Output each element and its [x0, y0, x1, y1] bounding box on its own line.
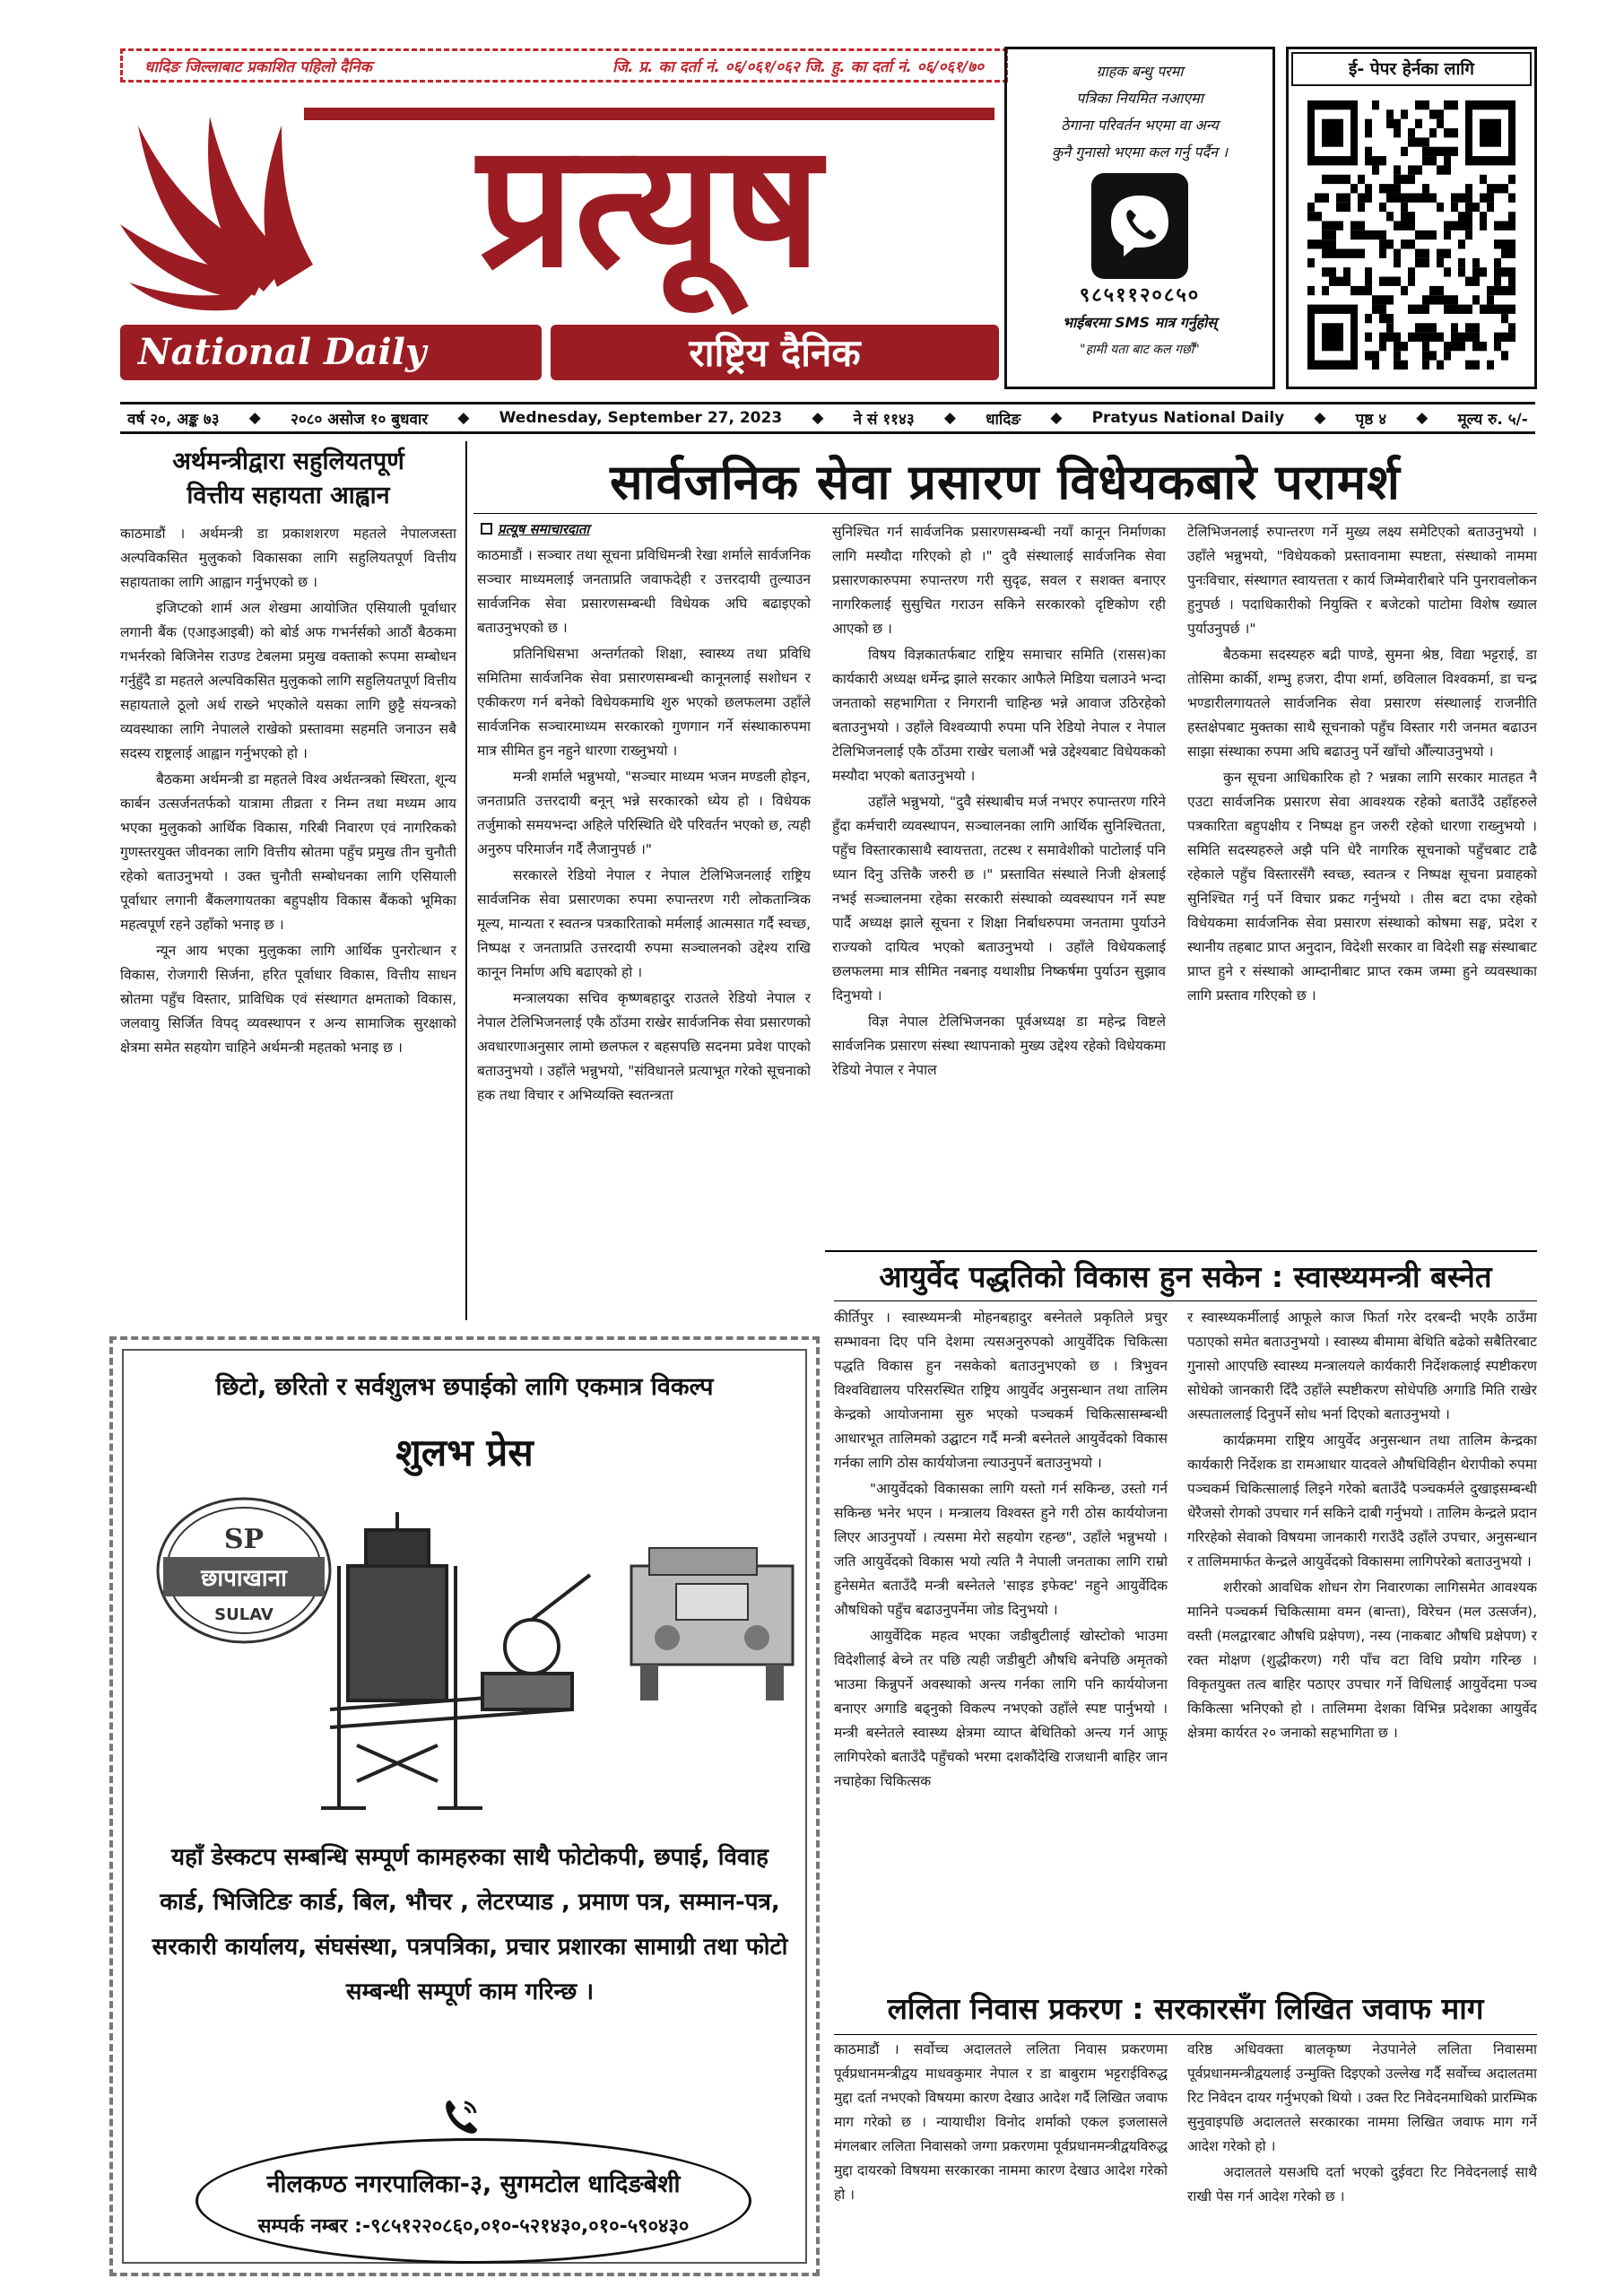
paragraph: र स्वास्थ्यकर्मीलाई आफूले काज फिर्ता गरेर दरबन्दी भएकै ठाउँमा पठाएको समेत बताउनुभयो । स्वास्थ्य बीमामा बेथिति बढेको सबैतिरबाट गुनासो आएपछि स्वास्थ्य मन्त्रालयले कार्यकारी निर्देशकलाई स्पष्टीकरण सोधेको जानकारी दिँदै उहाँले स्पष्टीकरण सोधेपछि अगाडि मिति राखेर अस्पताललाई दिनुपर्ने सोध भर्ना दिएको बताउनुभयो ।: [1187, 1309, 1537, 1422]
ad-contact: सम्पर्क नम्बर :-९८५१२२०८६०,०१०-५२१४३०,०१०-५९०४३०: [257, 2215, 690, 2238]
byline: [481, 520, 589, 538]
telephone-icon: [441, 2097, 481, 2136]
registration-number: जि. प्र. का दर्ता नं. ०६/०६१/०६२ जि. हु. का दर्ता नं. ०६/०६१/७०: [612, 57, 984, 76]
headline-rule: [834, 1300, 1537, 1301]
newspaper-logo: [120, 90, 1001, 386]
paragraph: "आयुर्वेदको विकासका लागि यस्तो गर्न सकिन्छ, उस्तो गर्न सकिन्छ भनेर भएन । मन्त्रालय विश्वस्त हुने गरी ठोस कार्ययोजना लिएर आउनुपर्यो । त्यसमा मेरो सहयोग रहन्छ", उहाँले भन्नुभयो । जति आयुर्वेदको विकास भयो त्यति नै नेपाली जनताका लागि राम्रो हुनेसमेत बताउँदै मन्त्री बस्नेतले 'साइड इफेक्ट' नहुने आयुर्वेदिक औषधिको पहुँच बढाउनुपर्नेमा जोड दिनुभयो ।: [834, 1481, 1168, 1618]
headline-line: वित्तीय सहायता आह्वान: [187, 482, 390, 509]
paragraph: मन्त्रालयका सचिव कृष्णबहादुर राउतले रेडियो नेपाल र नेपाल टेलिभिजनलाई एकै ठाँउमा राखेर सार्वजनिक सेवा प्रसारणको अवधारणाअनुसार लामो छलफल र बहसपछि सदनमा प्रवेश पाएको बताउनुभयो । उहाँले भन्नुभयो, "संविधानले प्रत्याभूत गरेको सूचनाको हक तथा विचार र अभिव्यक्ति स्वतन्त्रता: [477, 990, 811, 1103]
paragraph: वरिष्ठ अधिवक्ता बालकृष्ण नेउपानेले ललिता निवासमा पूर्वप्रधानमन्त्रीद्वयलाई उन्मुक्ति दिइएको उल्लेख गर्दै सर्वोच्च अदालतमा रिट निवेदन दायर गर्नुभएको थियो । उक्त रिट निवेदनमाथिको प्रारम्भिक सुनुवाइपछि अदालतले सरकारका नाममा लिखित जवाफ माग गर्ने आदेश गरेको हो ।: [1187, 2041, 1537, 2154]
byline-text: प्रत्यूष समाचारदाता: [498, 521, 590, 537]
paragraph: कुन सूचना आधिकारिक हो ? भन्नका लागि सरकार मातहत नै एउटा सार्वजनिक प्रसारण सेवा आवश्यक रहेको बताउँदै उहाँहरुले पत्रकारिता बहुपक्षीय र निष्पक्ष हुन जरुरी रहेको धारणा राख्नुभयो । समिति सदस्यहरुले अझै पनि धेरै नागरिक सूचनाको पहुँचबाट टाढै रहेकाले पहुँच विस्तारसँगै स्वच्छ, स्वतन्त्र र निष्पक्ष सूचना प्रवाहको सुनिश्चित गर्नु पर्ने विचार प्रकट गर्नुभयो । तीस बटा दफा रहेको विधेयकमा सार्वजनिक सेवा प्रसारण संस्थाको कोषमा सङ्घ, प्रदेश र स्थानीय तहबाट प्राप्त अनुदान, विदेशी सरकार वा विदेशी सङ्घ संस्थाबाट प्राप्त हुने र संस्थाको आम्दानीबाट प्राप्त रकम जम्मा हुने व्यवस्थाका लागि प्रस्ताव गरिएको छ ।: [1187, 770, 1537, 1004]
notice-line: ठेगाना परिवर्तन भएमा वा अन्य: [1061, 117, 1219, 134]
info-bar: वर्ष २०, अङ्क ७३ ◆ २०८० असोज १० बुधवार ◆ Wednesday, September 27, 2023 ◆ ने सं ११४३ ◆ धादिङ ◆ Pratyus National Daily ◆ पृष्ठ ४ ◆ मूल्य रु. ५/-: [120, 402, 1535, 434]
ayurveda-headline: आयुर्वेद पद्धतिको विकास हुन सकेन : स्वास्थ्यमन्त्री बस्नेत: [879, 1259, 1492, 1294]
ad-title: शुलभ प्रेस: [395, 1431, 534, 1474]
headline-line: अर्थमन्त्रीद्वारा सहुलियतपूर्ण: [172, 448, 404, 475]
lalita-niwas-headline: ललिता निवास प्रकरण : सरकारसँग लिखित जवाफ माग: [887, 1991, 1484, 2026]
logo-initials: SP: [223, 1524, 265, 1555]
paragraph: सरकारले रेडियो नेपाल र नेपाल टेलिभिजनलाई राष्ट्रिय सार्वजनिक सेवा प्रसारणका रुपमा रुपान्तरण गरी लोकतान्त्रिक मूल्य, मान्यता र स्वतन्त्र पत्रकारिताको मर्मलाई आत्मसात गर्दै स्वच्छ, निष्पक्ष र जनताप्रति उत्तरदायी रुपमा सञ्चालनको उद्देश्य राखि कानून निर्माण अघि बढाएको हो ।: [477, 867, 811, 980]
paragraph: न्यून आय भएका मुलुकका लागि आर्थिक पुनरोत्थान र विकास, रोजगारी सिर्जना, हरित पूर्वाधार विकास, वित्तीय साधन स्रोतमा पहुँच विस्तार, प्राविधिक एवं संस्थागत क्षमताको विकास, जलवायु सिर्जित विपद् व्यवस्थापन र अन्य सामाजिक सुरक्षाको क्षेत्रमा समेत सहयोग चाहिने अर्थमन्त्री महतको भनाइ छ ।: [120, 943, 456, 1056]
press-advertisement: [109, 1336, 820, 2276]
main-article-col3: [1187, 520, 1537, 1243]
paragraph: बैठकमा अर्थमन्त्री डा महतले विश्व अर्थतन्त्रको स्थिरता, शून्य कार्बन उत्सर्जनतर्फको यात्रामा तीव्रता र निम्न तथा मध्यम आय भएका मुलुकको आर्थिक विकास, गरिबी निवारण एवं नागरिकको गुणस्तरयुक्त जीवनका लागि वित्तीय स्रोतमा पहुँच प्रमुख तीन चुनौती रहेको बताउनुभयो । उक्त चुनौती सम्बोधनका लागि एसियाली पूर्वाधार लगानी बैंकलगायतका बहुपक्षीय विकास बैंकको भूमिका महत्वपूर्ण रहने उहाँको भनाइ छ ।: [120, 771, 456, 933]
main-article-col2: [832, 520, 1166, 1243]
subscriber-notice-box: [1004, 47, 1275, 389]
nepal-sambat: ने सं ११४३: [853, 410, 915, 429]
ayurveda-col1: [834, 1306, 1168, 1979]
logo-english-text: National Daily: [138, 331, 427, 373]
paragraph: काठमाडौं । सर्वोच्च अदालतले ललिता निवास प्रकरणमा पूर्वप्रधानमन्त्रीद्वय माधवकुमार नेपाल र डा बाबुराम भट्टराईविरुद्ध मुद्दा दर्ता नभएको विषयमा कारण देखाउ आदेश गर्दै लिखित जवाफ माग गरेको छ । न्यायाधीश विनोद शर्माको एकल इजलासले मंगलबार ललिता निवासको जग्गा प्रकरणमा पूर्वप्रधानमन्त्रीद्वयविरुद्ध मुद्दा दायरको विषयमा सरकारका नाममा कारण देखाउ आदेश गरेको हो ।: [834, 2041, 1168, 2203]
paragraph: उहाँले भन्नुभयो, "दुवै संस्थाबीच मर्ज नभएर रुपान्तरण गरिने हुँदा कर्मचारी व्यवस्थापन, सञ्चालनका लागि आर्थिक सुनिश्चितता, पहुँच विस्तारकासाथै स्वायत्तता, तटस्थ र समावेशीको पाटोलाई पनि ध्यान दिनु उत्तिकै जरुरी छ ।" प्रस्तावित संस्थाले निजी क्षेत्रलाई नभई सञ्चालनमा रहेका सरकारी संस्थाको व्यवस्थापन गर्ने स्पष्ट पार्दै अध्यक्ष झाले सूचना र शिक्षा निर्बाधरुपमा जनतामा पुर्याउने राज्यको दायित्व भएको बताउनुभयो । उहाँले विधेयकलाई छलफलमा मात्र सीमित नबनाइ यथाशीघ्र निष्कर्षमा पुर्याउन सुझाव दिनुभयो ।: [832, 794, 1166, 1004]
lalita-col2: [1187, 2038, 1537, 2280]
paragraph: बैठकमा सदस्यहरु बद्री पाण्डे, सुमना श्रेष्ठ, विद्या भट्टराई, डा तोसिमा कार्की, शम्भु हजरा, दीपा शर्मा, छविलाल विश्वकर्मा, डा चन्द्र भण्डारीलगायतले सार्वजनिक सेवा प्रसारण संस्थालाई राजनीति हस्तक्षेपबाट मुक्तका साथै सूचनाको पहुँच विस्तार गरी जनमत बढाउन साझा संस्थाका रुपमा अघि बढाउनु पर्ने खाँचो औँल्याउनुभयो ।: [1187, 647, 1537, 760]
publication-place: धादिङ: [986, 410, 1021, 429]
paragraph: काठमाडौं । अर्थमन्त्री डा प्रकाशशरण महतले नेपालजस्ता अल्पविकसित मुलुकको विकासका लागि सहुलियतपूर्ण वित्तीय सहायताका लागि आह्वान गर्नुभएको छ ।: [120, 526, 456, 590]
letterpress-machine-image: [303, 1512, 599, 1817]
byline-square-icon: [481, 523, 492, 535]
viber-phone-icon: [1091, 173, 1188, 279]
masthead-tagline: धादिङ जिल्लाबाट प्रकाशित पहिलो दैनिक: [144, 57, 372, 76]
main-headline: सार्वजनिक सेवा प्रसारण विधेयकबारे परामर्श: [610, 454, 1401, 510]
ad-address: नीलकण्ठ नगरपालिका-३, सुगमटोल धादिङबेशी: [266, 2170, 681, 2198]
paragraph: प्रतिनिधिसभा अन्तर्गतको शिक्षा, स्वास्थ्य तथा प्रविधि समितिमा सार्वजनिक सेवा प्रसारणसम्बन्धी कानूनलाई सशोधन र एकीकरण गर्न बनेको विधेयकमाथि शुरु भएको छलफलमा उहाँले सार्वजनिक सञ्चारमाध्यम सरकारको गुणगान गर्ने संस्थाकारुपमा मात्र सीमित हुन नहुने धारणा राख्नुभयो ।: [477, 646, 811, 759]
epaper-label: ई- पेपर हेर्नका लागि: [1291, 52, 1532, 86]
paragraph: इजिप्टको शार्म अल शेखमा आयोजित एसियाली पूर्वाधार लगानी बैंक (एआइआइबी) को बोर्ड अफ गभर्नर्सको आठौं बैठकमा गभर्नरको बिजिनेस राउण्ड टेबलमा प्रमुख वक्ताको रूपमा सम्बोधन गर्नुहुँदै डा महतले अल्पविकसित मुलुकको लागि सहुलियतपूर्ण वित्तीय सहायताले ठूलो अर्थ राख्ने भएकोले यसका लागि छुट्टै संयन्त्रको व्यवस्थाका लागि नेपालले राखेको प्रस्तावमा सहमति जनाउन सबै सदस्य राष्ट्रलाई आह्वान गर्नुभएको हो ।: [120, 600, 456, 761]
ad-inner-border: [122, 1349, 807, 2264]
notice-line: ग्राहक बन्धु परमा: [1096, 63, 1184, 80]
paragraph: टेलिभिजनलाई रुपान्तरण गर्ने मुख्य लक्ष्य समेटिएको बताउनुभयो । उहाँले भन्नुभयो, "विधेयकको प्रस्तावनामा स्पष्टता, संस्थाको नाममा पुनःविचार, संस्थागत स्वायत्तता र कार्य जिम्मेवारीबारे पनि पुनरावलोकन हुनुपर्छ । पदाधिकारीको नियुक्ति र बजेटको पाटोमा विशेष ख्याल पुर्याउनुपर्छ ।": [1187, 524, 1537, 637]
paragraph: आयुर्वेदिक महत्व भएका जडीबुटीलाई खोस्टोको भाउमा विदेशीलाई बेच्ने तर पछि त्यही जडीबुटी औषधि बनेपछि अमृतको भाउमा किन्नुपर्ने अवस्थाको अन्त्य गर्नका लागि पनि कार्ययोजना बनाएर अगाडि बढ्नुको विकल्प नभएको उहाँले स्पष्ट पार्नुभयो । मन्त्री बस्नेतले स्वास्थ्य क्षेत्रमा व्याप्त बेथितिको अन्त्य गर्न आफू लागिपरेको बताउँदै पहुँचको भरमा दशकौंदेखि राजधानी बाहिर जान नचाहेका चिकित्सक: [834, 1628, 1168, 1789]
left-article-body: [120, 522, 456, 1311]
paragraph: विज्ञ नेपाल टेलिभिजनका पूर्वअध्यक्ष डा महेन्द्र विष्टले सार्वजनिक प्रसारण संस्था स्थापनाको मुख्य उद्देश्य रहेको विधेयकमा रेडियो नेपाल र नेपाल: [832, 1013, 1166, 1078]
main-article-col1: [477, 544, 811, 1320]
paragraph: अदालतले यसअघि दर्ता भएको दुईवटा रिट निवेदनलाई साथै राखी पेस गर्न आदेश गरेको छ ।: [1187, 2164, 1537, 2205]
ayurveda-col2: [1187, 1306, 1537, 1979]
page-number: पृष्ठ ४: [1355, 410, 1387, 429]
notice-sms: भाईबरमा SMS मात्र गर्नुहोस्: [1062, 314, 1218, 331]
date-nepali: २०८० असोज १० बुधवार: [291, 410, 429, 429]
flame-emblem-icon: [120, 117, 313, 310]
price: मूल्य रु. ५/-: [1457, 410, 1528, 429]
notice-line: पत्रिका नियमित नआएमा: [1076, 90, 1203, 107]
notice-line: कुनै गुनासो भएमा कल गर्नु पर्दैन ।: [1051, 144, 1229, 161]
notice-phone: ९८५११२०८५०: [1079, 284, 1201, 307]
logo-en-text: SULAV: [214, 1605, 274, 1624]
section-divider: [825, 1250, 1537, 1252]
paragraph: मन्त्री शर्माले भन्नुभयो, "सञ्चार माध्यम भजन मण्डली होइन, जनताप्रति उत्तरदायी बनून् भन्ने सरकारको ध्येय हो । विधेयक तर्जुमाको समयभन्दा अहिले परिस्थिति धेरै परिवर्तन भएको छ, त्यही अनुरुप परिमार्जन गर्दै लैजानुपर्छ ।": [477, 769, 811, 857]
qr-code-icon[interactable]: [1307, 100, 1515, 370]
volume-number: वर्ष २०, अङ्क ७३: [127, 410, 220, 429]
logo-nepali-text: प्रत्यूष: [477, 107, 821, 305]
paragraph: कीर्तिपुर । स्वास्थ्यमन्त्री मोहनबहादुर बस्नेतले प्रकृतिले प्रचुर सम्भावना दिए पनि देशमा त्यसअनुरुपको आयुर्वेदिक चिकित्सा पद्धति विकास हुन नसकेको बताउनुभएको छ । त्रिभुवन विश्वविद्यालय परिसरस्थित राष्ट्रिय आयुर्वेद अनुसन्धान तथा तालिम केन्द्रको आयोजनामा सुरु भएको पञ्चकर्म चिकित्सासम्बन्धी आधारभूत तालिमको उद्घाटन गर्दै मन्त्री बस्नेतले आयुर्वेदको विकास गर्नका लागि ठोस कार्ययोजना ल्याउनुपर्ने बताउनुभयो ।: [834, 1309, 1168, 1471]
notice-motto: "हामी यता बाट कल गर्छौं": [1080, 343, 1200, 357]
column-divider: [465, 441, 467, 1320]
ad-services-text: यहाँ डेस्कटप सम्बन्धि सम्पूर्ण कामहरुका साथै फोटोकपी, छपाई, विवाह कार्ड, भिजिटिङ कार्ड, बिल, भौचर , लेटरप्याड , प्रमाण पत्र, सम्मान-पत्र, सरकारी कार्यालय, संघसंस्था, पत्रपत्रिका, प्रचार प्रशारका सामाग्री तथा फोटो सम्बन्धी सम्पूर्ण काम गरिन्छ ।: [152, 1844, 788, 2005]
paragraph: शरीरको आवधिक शोधन रोग निवारणका लागिसमेत आवश्यक मानिने पञ्चकर्म चिकित्सामा वमन (बान्ता), विरेचन (मल उत्सर्जन), वस्ती (मलद्वारबाट औषधि प्रक्षेपण), नस्य (नाकबाट औषधि प्रक्षेपण) र रक्त मोक्षण (शुद्धीकरण) गरी पाँच वटा विधि प्रयोग गरिन्छ । विकृतयुक्त तत्व बाहिर पठाएर उपचार गर्ने विधिलाई आयुर्वेदमा पञ्च किकित्सा भनिएको हो । तालिममा देशका विभिन्न प्रदेशका आयुर्वेद क्षेत्रमा कार्यरत २० जनाको सहभागिता छ ।: [1187, 1579, 1537, 1741]
paragraph: सुनिश्चित गर्न सार्वजनिक प्रसारणसम्बन्धी नयाँ कानून निर्माणका लागि मस्यौदा गरिएको हो ।" दुवै संस्थालाई सार्वजनिक सेवा प्रसारणकारुपमा रुपान्तरण गरी सुदृढ, सवल र सशक्त बनाएर नागरिकलाई सुसुचित गराउन सकिने सरकारको दृष्टिकोण रही आएको छ ।: [832, 524, 1166, 637]
registration-bar: [120, 48, 1008, 83]
ad-address-oval: [195, 2138, 751, 2264]
logo-np-text: छापाखाना: [201, 1565, 287, 1592]
publication-name: Pratyus National Daily: [1091, 409, 1285, 427]
paragraph: कार्यक्रममा राष्ट्रिय आयुर्वेद अनुसन्धान तथा तालिम केन्द्रका कार्यकारी निर्देशक डा रामआधार यादवले औषधिविहीन थेरापीको रुपमा पञ्चकर्म चिकित्सालाई लिइने गरेको बताउँदै पञ्चकर्मले दुखाइसम्बन्धी धेरैजसो रोगको उपचार गर्न सकिने दाबी गर्नुभयो । तालिम केन्द्रले प्रदान गरिरहेको सेवाको विषयमा जानकारी गराउँदै उहाँले उपचार, अनुसन्धान र तालिममार्फत केन्द्रले आयुर्वेदको विकासमा लागिपरेको बताउनुभयो ।: [1187, 1432, 1537, 1570]
ad-tagline: छिटो, छरितो र सर्वशुलभ छपाईको लागि एकमात्र विकल्प: [215, 1373, 714, 1401]
paragraph: काठमाडौं । सञ्चार तथा सूचना प्रविधिमन्त्री रेखा शर्माले सार्वजनिक सञ्चार माध्यमलाई जनताप्रति जवाफदेही र उत्तरदायी तुल्याउन सार्वजनिक सेवा प्रसारणसम्बन्धी विधेयक अघि बढाइएको बताउनुभएको छ ।: [477, 547, 811, 636]
offset-press-image: [622, 1530, 802, 1709]
date-english: Wednesday, September 27, 2023: [499, 409, 783, 427]
lalita-col1: [834, 2038, 1168, 2280]
headline-rule: [473, 513, 1537, 514]
left-article-headline: [120, 445, 456, 513]
paragraph: विषय विज्ञकातर्फबाट राष्ट्रिय समाचार समिति (रासस)का कार्यकारी अध्यक्ष धर्मेन्द्र झाले सरकार आफैले मिडिया चलाउने भन्दा जनताको सहभागिता र निगरानी चाहिन्छ भन्ने आवाज उठिरहेको बताउनुभयो । उहाँले विश्वव्यापी रुपमा पनि रेडियो नेपाल र नेपाल टेलिभिजनलाई एकै ठाँउमा राखेर चलाऔं भन्ने उद्देश्यबाट विधेयकको मस्यौदा भएको बताउनुभयो ।: [832, 647, 1166, 784]
logo-subtitle-text: राष्ट्रिय दैनिक: [689, 331, 861, 375]
headline-rule: [834, 2034, 1537, 2035]
